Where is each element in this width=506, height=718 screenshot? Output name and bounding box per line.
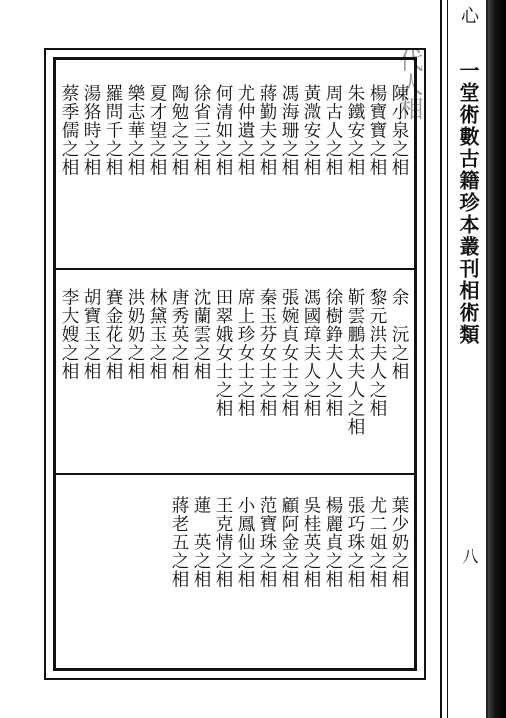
name-column: 顧阿金之相 (279, 496, 299, 589)
name-column: 林黛玉之相 (147, 288, 167, 381)
name-column: 樂志華之相 (125, 84, 145, 177)
name-column: 朱鐵安之相 (345, 84, 365, 177)
section-2-names (59, 288, 409, 436)
name-column: 蓮 英之相 (191, 496, 211, 589)
name-column: 小鳳仙之相 (235, 496, 255, 589)
name-column: 胡寶玉之相 (81, 288, 101, 381)
section-divider (56, 268, 414, 270)
name-column: 黎元洪夫人之相 (367, 288, 387, 418)
name-column: 靳雲鵬太夫人之相 (345, 288, 365, 436)
name-column: 湯狢時之相 (81, 84, 101, 177)
name-column: 羅問千之相 (103, 84, 123, 177)
name-column: 楊麗貞之相 (323, 496, 343, 589)
page-mark: 八 (460, 548, 479, 564)
spine-rule (447, 0, 448, 718)
name-column: 陳小泉之相 (389, 84, 409, 177)
section-3-names (169, 496, 409, 589)
name-column: 張巧珠之相 (345, 496, 365, 589)
name-column: 吳桂英之相 (301, 496, 321, 589)
name-column: 蔣老五之相 (169, 496, 189, 589)
name-column: 何清如之相 (213, 84, 233, 177)
name-column: 徐樹錚夫人之相 (323, 288, 343, 418)
name-column: 賽金花之相 (103, 288, 123, 381)
spine-top-char: 心 (458, 6, 479, 24)
name-column: 席上珍女士之相 (235, 288, 255, 418)
name-column: 唐秀英之相 (169, 288, 189, 381)
name-column: 周古人之相 (323, 84, 343, 177)
name-column: 田翠娥女士之相 (213, 288, 233, 418)
name-column: 馮國璋夫人之相 (301, 288, 321, 418)
series-title-text: 一堂術數古籍珍本叢刊 (456, 60, 480, 280)
name-column: 葉少奶之相 (389, 496, 409, 589)
section-1-names (59, 84, 409, 177)
name-column: 夏才望之相 (147, 84, 167, 177)
name-column: 洪奶奶之相 (125, 288, 145, 381)
name-column: 楊寶寶之相 (367, 84, 387, 177)
name-column: 蔡季儒之相 (59, 84, 79, 177)
spine-edge (488, 0, 506, 718)
series-title (451, 60, 485, 346)
name-column: 陶勉之之相 (169, 84, 189, 177)
section-divider (56, 473, 414, 475)
name-column: 范寶珠之相 (257, 496, 277, 589)
name-column: 蔣勤夫之相 (257, 84, 277, 177)
name-column: 馮海珊之相 (279, 84, 299, 177)
name-column: 徐省三之相 (191, 84, 211, 177)
name-column: 黃溦安之相 (301, 84, 321, 177)
bleed-through-text: 代人相 (395, 48, 423, 120)
spine-rule (440, 0, 442, 718)
name-column: 秦玉芬女士之相 (257, 288, 277, 418)
name-column: 沈蘭雲之相 (191, 288, 211, 381)
name-column: 張婉貞女士之相 (279, 288, 299, 418)
name-column: 余 沅之相 (389, 288, 409, 381)
category-text: 相術類 (456, 280, 480, 346)
name-column: 王克情之相 (213, 496, 233, 589)
name-column: 尤仲遺之相 (235, 84, 255, 177)
name-column: 尤二姐之相 (367, 496, 387, 589)
name-column: 李大嫂之相 (59, 288, 79, 381)
